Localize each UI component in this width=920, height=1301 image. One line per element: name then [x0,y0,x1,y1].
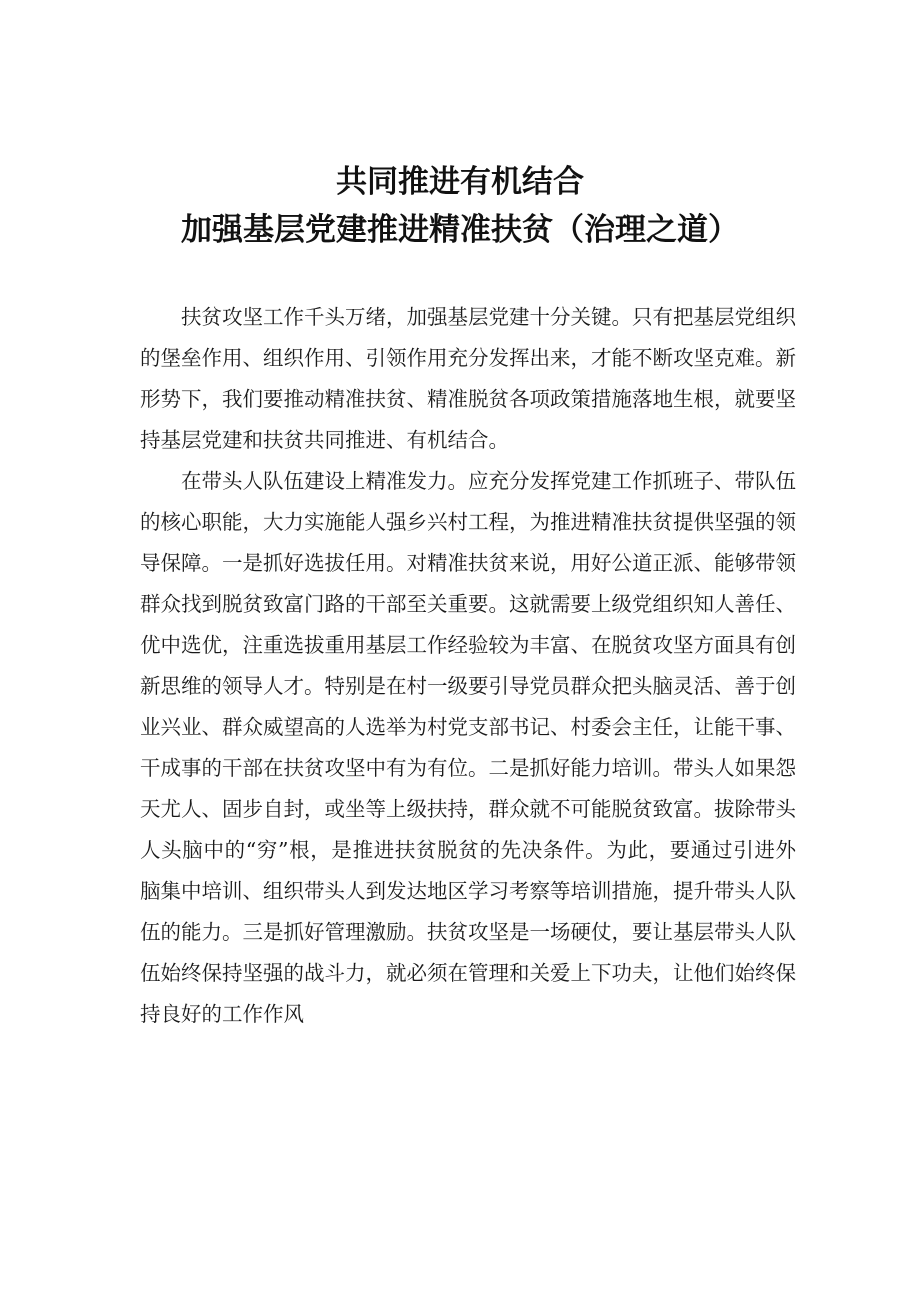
document-body [140,297,796,1035]
paragraph-1: 扶贫攻坚工作千头万绪，加强基层党建十分关键。只有把基层党组织的堡垒作用、组织作用、引领作用充分发挥出来，才能不断攻坚克难。新形势下，我们要推动精准扶贫、精准脱贫各项政策措施落地生根，就要坚持基层党建和扶贫共同推进、有机结合。 [140,305,796,452]
title-line-1: 共同推进有机结合 [336,164,584,200]
title-line-2: 加强基层党建推进精准扶贫（治理之道） [181,212,739,248]
paragraph-2: 在带头人队伍建设上精准发力。应充分发挥党建工作抓班子、带队伍的核心职能，大力实施能人强乡兴村工程，为推进精准扶贫提供坚强的领导保障。一是抓好选拔任用。对精准扶贫来说，用好公道正派、能够带领群众找到脱贫致富门路的干部至关重要。这就需要上级党组织知人善任、优中选优，注重选拔重用基层工作经验较为丰富、在脱贫攻坚方面具有创新思维的领导人才。特别是在村一级要引导党员群众把头脑灵活、善于创业兴业、群众威望高的人选举为村党支部书记、村委会主任，让能干事、干成事的干部在扶贫攻坚中有为有位。二是抓好能力培训。带头人如果怨天尤人、固步自封，或坐等上级扶持，群众就不可能脱贫致富。拔除带头人头脑中的“穷”根，是推进扶贫脱贫的先决条件。为此，要通过引进外脑集中培训、组织带头人到发达地区学习考察等培训措施，提升带头人队伍的能力。三是抓好管理激励。扶贫攻坚是一场硬仗，要让基层带头人队伍始终保持坚强的战斗力，就必须在管理和关爱上下功夫，让他们始终保持良好的工作作风 [140,469,796,1026]
document-title [140,158,780,254]
